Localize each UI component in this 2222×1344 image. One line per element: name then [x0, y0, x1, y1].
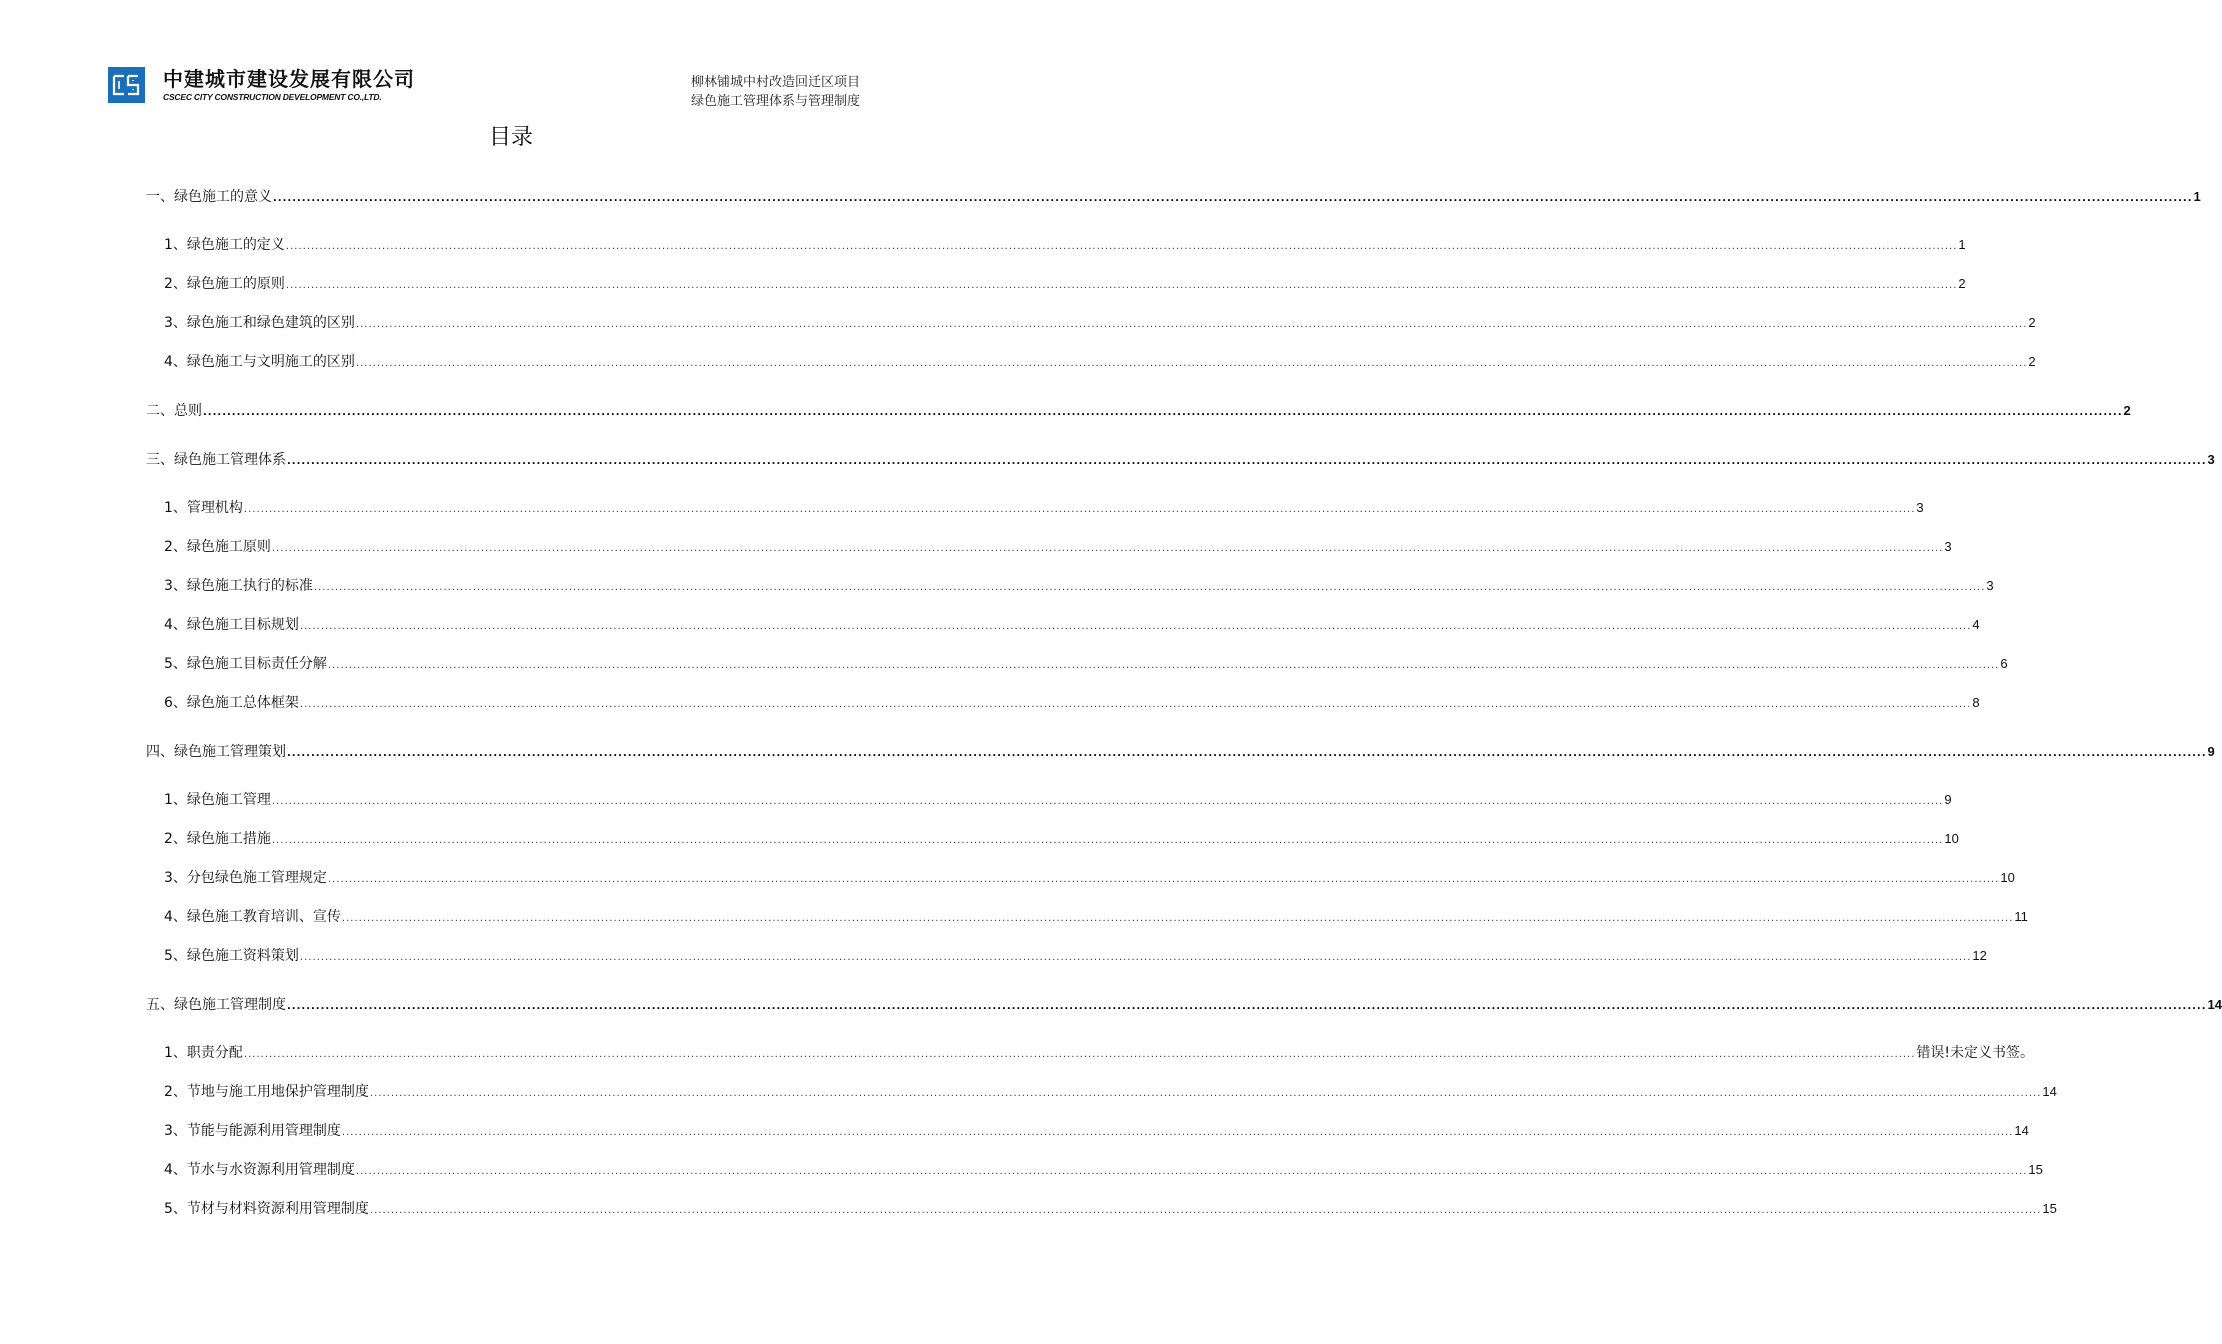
toc-entry-text: 4、节水与水资源利用管理制度: [164, 1162, 355, 1178]
toc-dot-leader: ................................................................................................................................................................................................................................................................................................................................................................................................................: [299, 952, 1972, 963]
toc-entry-level1[interactable]: [146, 994, 2222, 1014]
toc-entry-level2[interactable]: [164, 351, 2036, 371]
toc-dot-leader: ................................................................................................................................................................................................................................................................................................................................................................................................................: [287, 456, 2207, 467]
toc-entry-level2[interactable]: [164, 575, 1994, 595]
toc-dot-leader: ................................................................................................................................................................................................................................................................................................................................................................................................................: [285, 280, 1958, 291]
toc-dot-leader: ................................................................................................................................................................................................................................................................................................................................................................................................................: [271, 796, 1944, 807]
toc-entry-text: 3、绿色施工执行的标准: [164, 578, 313, 594]
toc-entry-text: 5、绿色施工资料策划: [164, 948, 299, 964]
toc-entry-level2[interactable]: [164, 906, 2028, 926]
toc-dot-leader: ................................................................................................................................................................................................................................................................................................................................................................................................................: [355, 1166, 2028, 1177]
company-name-cn: 中建城市建设发展有限公司: [163, 67, 415, 91]
toc-entry-text: 二、总则: [146, 403, 202, 419]
toc-dot-leader: ................................................................................................................................................................................................................................................................................................................................................................................................................: [299, 621, 1972, 632]
toc-entry-text: 3、绿色施工和绿色建筑的区别: [164, 315, 355, 331]
toc-page-number: 9: [1944, 792, 1952, 807]
document-subject: 绿色施工管理体系与管理制度: [690, 94, 860, 109]
toc-page-number: 2: [1958, 276, 1966, 291]
toc-dot-leader: ................................................................................................................................................................................................................................................................................................................................................................................................................: [341, 1127, 2014, 1138]
toc-page-number: 10: [2000, 870, 2015, 885]
toc-entry-level2[interactable]: [164, 653, 2008, 673]
toc-dot-leader: ................................................................................................................................................................................................................................................................................................................................................................................................................: [313, 582, 1986, 593]
toc-page-number: 6: [2000, 656, 2008, 671]
toc-dot-leader: ................................................................................................................................................................................................................................................................................................................................................................................................................: [341, 913, 2014, 924]
company-name-en: CSCEC CITY CONSTRUCTION DEVELOPMENT CO.,LTD.: [163, 92, 382, 102]
page-header: [0, 0, 950, 120]
toc-page-number: 9: [2207, 744, 2215, 759]
toc-entry-text: 4、绿色施工与文明施工的区别: [164, 354, 355, 370]
toc-page-number: 4: [1972, 617, 1980, 632]
toc-entry-level2[interactable]: [164, 945, 1987, 965]
toc-entry-level2[interactable]: [164, 1120, 2029, 1140]
toc-page-number: 10: [1944, 831, 1959, 846]
toc-entry-text: 1、管理机构: [164, 500, 243, 516]
toc-page-number: 15: [2042, 1201, 2057, 1216]
toc-entry-level1[interactable]: [146, 186, 2201, 206]
toc-entry-text: 四、绿色施工管理策划: [146, 744, 286, 760]
toc-dot-leader: ................................................................................................................................................................................................................................................................................................................................................................................................................: [369, 1088, 2042, 1099]
toc-entry-level2[interactable]: [164, 867, 2015, 887]
toc-entry-text: 5、节材与材料资源利用管理制度: [164, 1201, 369, 1217]
toc-page-number: 3: [2207, 452, 2215, 467]
toc-entry-level2[interactable]: [164, 536, 1952, 556]
toc-page-number: 14: [2014, 1123, 2029, 1138]
toc-page-number: 14: [2042, 1084, 2057, 1099]
toc-entry-level2[interactable]: [164, 497, 1924, 517]
toc-entry-text: 3、节能与能源利用管理制度: [164, 1123, 341, 1139]
toc-dot-leader: ................................................................................................................................................................................................................................................................................................................................................................................................................: [273, 193, 2193, 204]
toc-dot-leader: ................................................................................................................................................................................................................................................................................................................................................................................................................: [327, 660, 2000, 671]
toc-dot-leader: ................................................................................................................................................................................................................................................................................................................................................................................................................: [287, 748, 2207, 759]
toc-entry-text: 2、绿色施工措施: [164, 831, 271, 847]
toc-dot-leader: ................................................................................................................................................................................................................................................................................................................................................................................................................: [243, 1049, 1916, 1060]
toc-entry-level1[interactable]: [146, 741, 2215, 761]
toc-entry-level2[interactable]: [164, 1081, 2057, 1101]
toc-entry-level2[interactable]: [164, 1159, 2043, 1179]
toc-entry-text: 五、绿色施工管理制度: [146, 997, 286, 1013]
toc-entry-level1[interactable]: [146, 400, 2131, 420]
toc-entry-text: 4、绿色施工目标规划: [164, 617, 299, 633]
toc-entry-text: 2、绿色施工原则: [164, 539, 271, 555]
toc-entry-level2[interactable]: [164, 273, 1966, 293]
toc-page-number: 15: [2028, 1162, 2043, 1177]
toc-page-number: 2: [2028, 354, 2036, 369]
toc-entry-text: 一、绿色施工的意义: [146, 189, 272, 205]
page-title: 目录: [488, 125, 533, 150]
project-name: 柳林铺城中村改造回迁区项目: [690, 75, 860, 90]
toc-dot-leader: ................................................................................................................................................................................................................................................................................................................................................................................................................: [271, 835, 1944, 846]
toc-dot-leader: ................................................................................................................................................................................................................................................................................................................................................................................................................: [369, 1205, 2042, 1216]
toc-page-number: 错误!未定义书签。: [1916, 1045, 2035, 1061]
toc-entry-text: 5、绿色施工目标责任分解: [164, 656, 327, 672]
toc-entry-text: 6、绿色施工总体框架: [164, 695, 299, 711]
toc-page-number: 3: [1916, 500, 1924, 515]
toc-dot-leader: ................................................................................................................................................................................................................................................................................................................................................................................................................: [355, 358, 2028, 369]
toc-dot-leader: ................................................................................................................................................................................................................................................................................................................................................................................................................: [271, 543, 1944, 554]
toc-entry-text: 2、节地与施工用地保护管理制度: [164, 1084, 369, 1100]
toc-entry-text: 4、绿色施工教育培训、宣传: [164, 909, 341, 925]
toc-entry-level2[interactable]: [164, 1042, 2035, 1062]
toc-dot-leader: ................................................................................................................................................................................................................................................................................................................................................................................................................: [287, 1001, 2207, 1012]
toc-entry-level2[interactable]: [164, 234, 1966, 254]
toc-page-number: 8: [1972, 695, 1980, 710]
toc-dot-leader: ................................................................................................................................................................................................................................................................................................................................................................................................................: [203, 407, 2123, 418]
toc-entry-text: 1、绿色施工管理: [164, 792, 271, 808]
toc-page-number: 12: [1972, 948, 1987, 963]
toc-page-number: 11: [2014, 909, 2028, 924]
toc-entry-text: 1、绿色施工的定义: [164, 237, 285, 253]
toc-page-number: 3: [1986, 578, 1994, 593]
toc-page-number: 2: [2123, 403, 2131, 418]
toc-entry-level2[interactable]: [164, 828, 1959, 848]
toc-dot-leader: ................................................................................................................................................................................................................................................................................................................................................................................................................: [243, 504, 1916, 515]
toc-entry-text: 2、绿色施工的原则: [164, 276, 285, 292]
toc-entry-level1[interactable]: [146, 449, 2215, 469]
toc-page-number: 3: [1944, 539, 1952, 554]
toc-entry-level2[interactable]: [164, 312, 2036, 332]
toc-dot-leader: ................................................................................................................................................................................................................................................................................................................................................................................................................: [299, 699, 1972, 710]
toc-page-number: 1: [2193, 189, 2201, 204]
toc-dot-leader: ................................................................................................................................................................................................................................................................................................................................................................................................................: [355, 319, 2028, 330]
toc-page-number: 2: [2028, 315, 2036, 330]
toc-dot-leader: ................................................................................................................................................................................................................................................................................................................................................................................................................: [327, 874, 2000, 885]
toc-entry-level2[interactable]: [164, 614, 1980, 634]
toc-dot-leader: ................................................................................................................................................................................................................................................................................................................................................................................................................: [285, 241, 1958, 252]
toc-entry-text: 1、职责分配: [164, 1045, 243, 1061]
toc-entry-level2[interactable]: [164, 1198, 2057, 1218]
company-logo-icon: [108, 67, 145, 103]
toc-page-number: 14: [2207, 997, 2222, 1012]
toc-entry-text: 3、分包绿色施工管理规定: [164, 870, 327, 886]
toc-entry-text: 三、绿色施工管理体系: [146, 452, 286, 468]
toc-entry-level2[interactable]: [164, 789, 1952, 809]
toc-entry-level2[interactable]: [164, 692, 1980, 712]
toc-page-number: 1: [1958, 237, 1966, 252]
